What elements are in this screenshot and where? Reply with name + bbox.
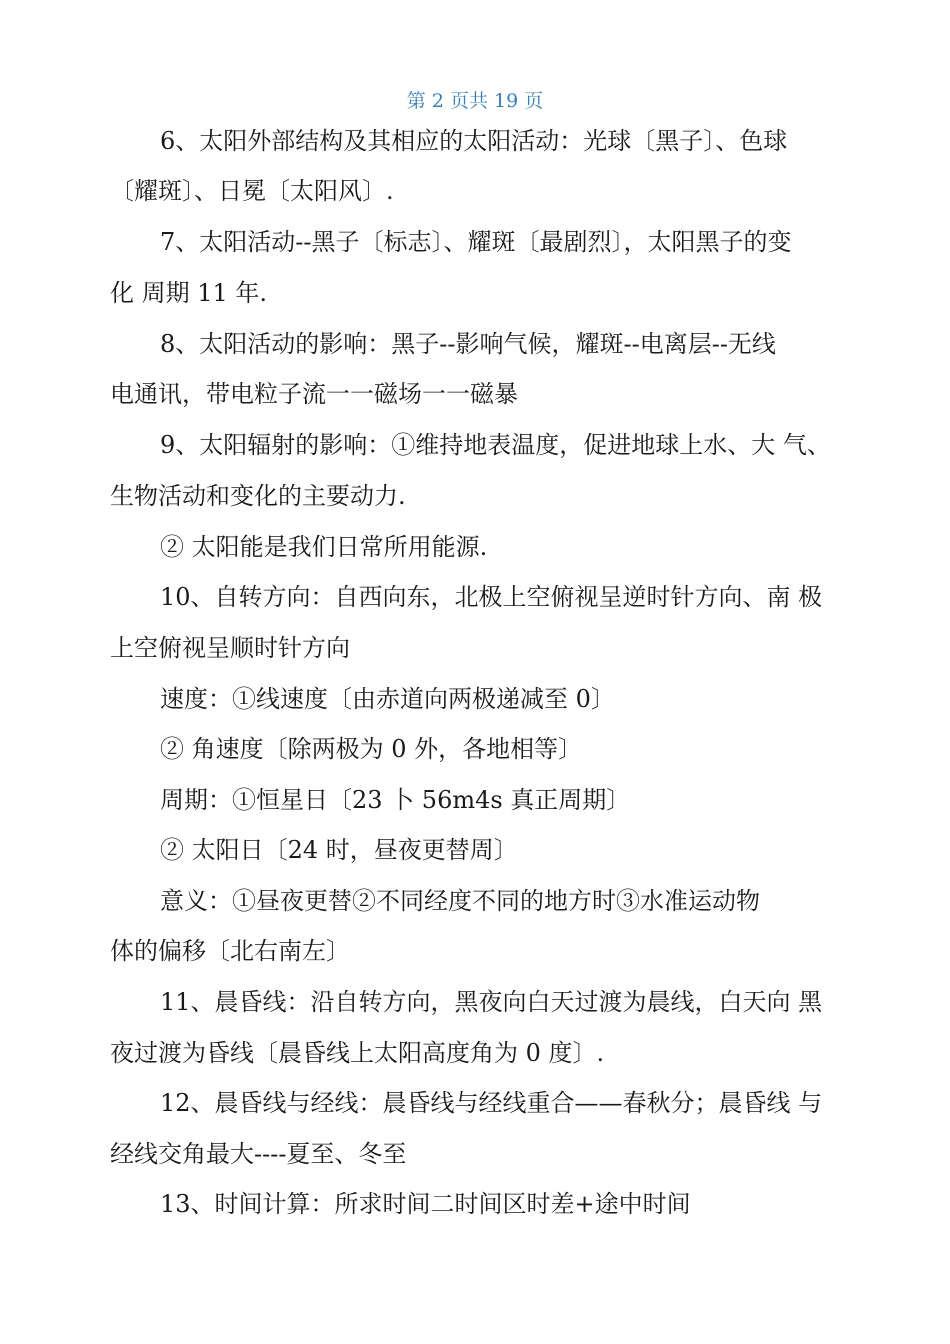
text-line: 10、自转方向：自西向东，北极上空俯视呈逆时针方向、南 极 (160, 583, 823, 611)
text-line: ② 太阳能是我们日常所用能源. (160, 533, 488, 561)
text-line: 上空俯视呈顺时针方向 (110, 634, 350, 662)
text-line: 周期：①恒星日〔23 卜 56m4s 真正周期〕 (160, 786, 631, 814)
text-line: 夜过渡为昏线〔晨昏线上太阳高度角为 0 度〕. (110, 1039, 605, 1067)
text-line: 9、太阳辐射的影响：①维持地表温度，促进地球上水、大 气、 (160, 431, 831, 459)
text-line: ② 太阳日〔24 时，昼夜更替周〕 (160, 836, 518, 864)
text-line: 13、时间计算：所求时间二时间区时差+途中时间 (160, 1190, 691, 1218)
text-line: 速度：①线速度〔由赤道向两极递减至 0〕 (160, 685, 615, 713)
text-line: 意义：①昼夜更替②不同经度不同的地方时③水准运动物 (160, 887, 760, 915)
text-line: 12、晨昏线与经线：晨昏线与经线重合——春秋分；晨昏线 与 (160, 1089, 823, 1117)
text-line: 8、太阳活动的影响：黑子--影响气候，耀斑--电离层--无线 (160, 330, 776, 358)
text-line: 7、太阳活动--黑子〔标志〕、耀斑〔最剧烈〕，太阳黑子的变 (160, 228, 792, 256)
text-line: ② 角速度〔除两极为 0 外，各地相等〕 (160, 735, 583, 763)
text-line: 6、太阳外部结构及其相应的太阳活动：光球〔黑子〕、色球 (160, 127, 788, 155)
text-line: 电通讯，带电粒子流一一磁场一一磁暴 (110, 380, 518, 408)
text-line: 体的偏移〔北右南左〕 (110, 937, 350, 965)
text-line: 生物活动和变化的主要动力. (110, 482, 406, 510)
page-indicator: 第 2 页共 19 页 (406, 90, 544, 112)
text-line: 〔耀斑〕、日冕〔太阳风〕. (110, 177, 394, 205)
text-line: 化 周期 11 年. (110, 279, 268, 307)
text-line: 11、晨昏线：沿自转方向，黑夜向白天过渡为晨线，白天向 黑 (160, 988, 823, 1016)
text-line: 经线交角最大----夏至、冬至 (110, 1140, 407, 1168)
